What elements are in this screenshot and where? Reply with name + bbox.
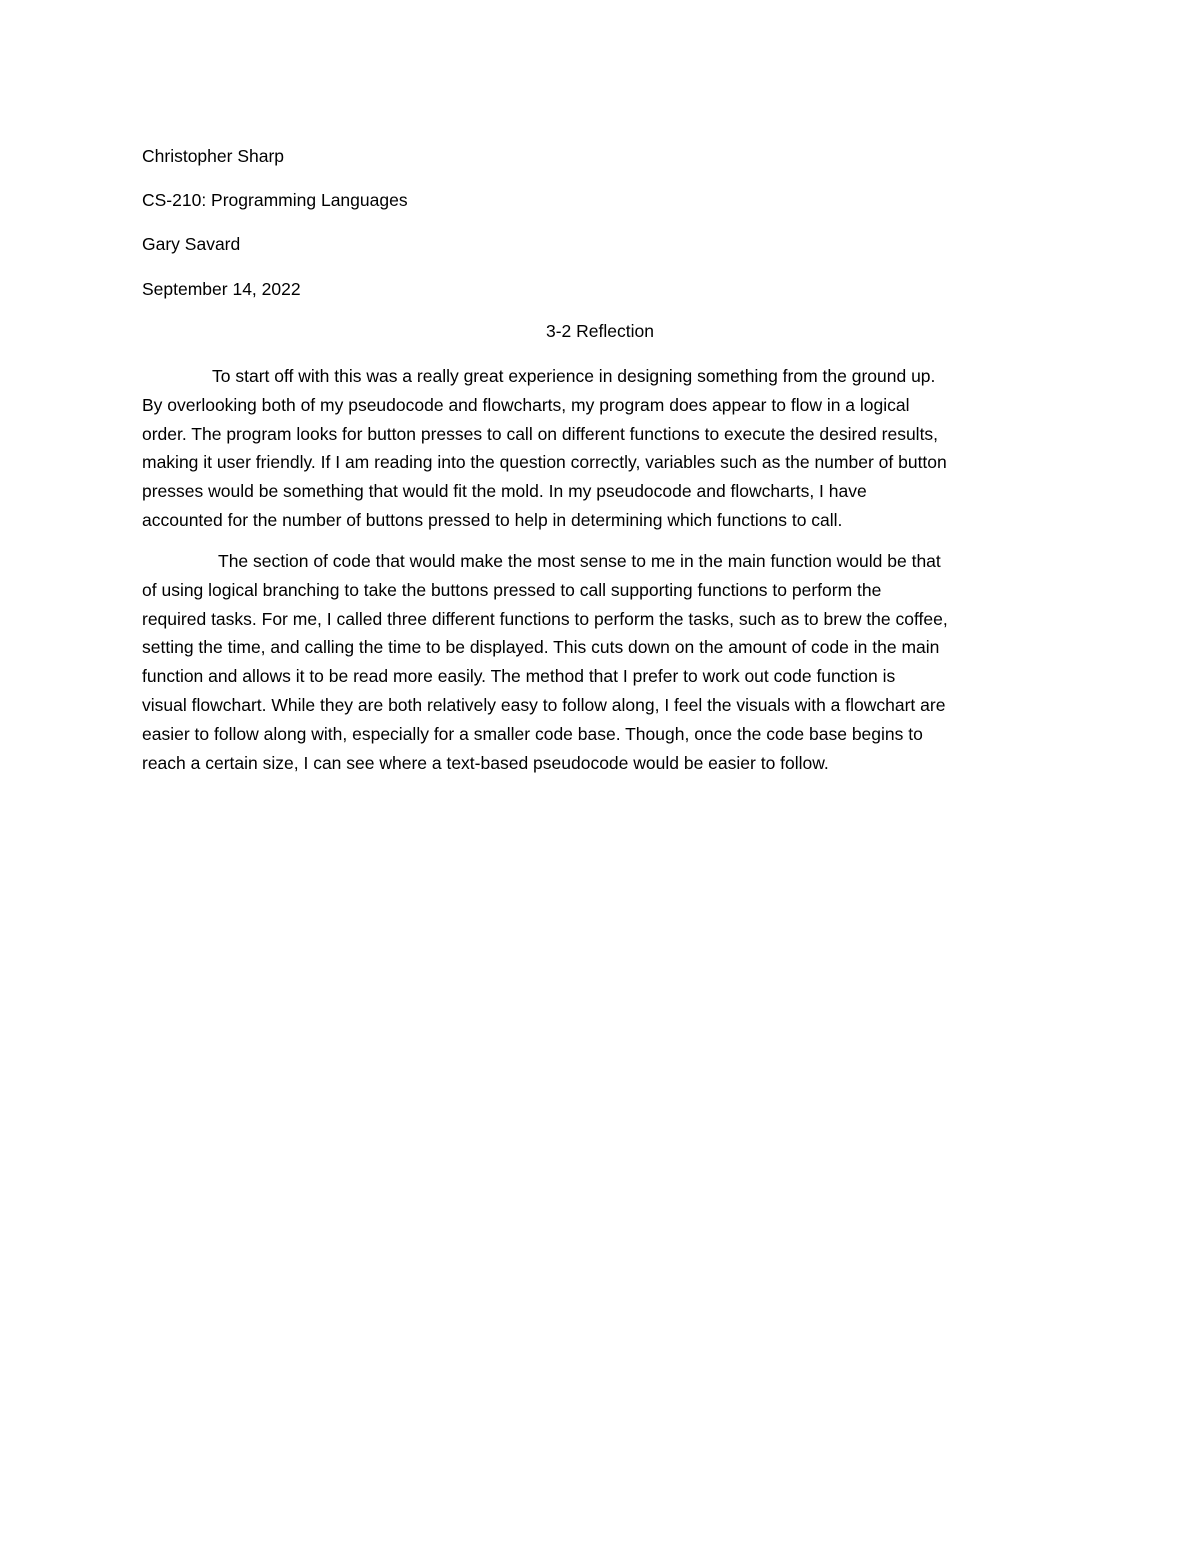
paragraph-line: By overlooking both of my pseudocode and flowcharts, my program does appear to flow in a logical <box>142 394 910 415</box>
paragraph-2 <box>142 547 1062 777</box>
paragraph-line: of using logical branching to take the buttons pressed to call supporting functions to perform the <box>142 579 882 600</box>
author-name: Christopher Sharp <box>142 146 285 166</box>
paragraph-line: accounted for the number of buttons pressed to help in determining which functions to call. <box>142 509 843 530</box>
paragraph-1 <box>142 362 1062 535</box>
paragraph-line: reach a certain size, I can see where a text-based pseudocode would be easier to follow. <box>142 752 829 773</box>
paragraph-line: visual flowchart. While they are both relatively easy to follow along, I feel the visuals with a flowchart are <box>142 694 946 715</box>
paragraph-line: To start off with this was a really great experience in designing something from the ground up. <box>212 366 936 386</box>
paragraph-line: function and allows it to be read more easily. The method that I prefer to work out code function is <box>142 666 896 687</box>
paragraph-line: making it user friendly. If I am reading into the question correctly, variables such as the number of button <box>142 452 947 473</box>
course-name: CS-210: Programming Languages <box>142 190 408 210</box>
paragraph-line: easier to follow along with, especially for a smaller code base. Though, once the code base begins to <box>142 723 923 744</box>
paragraph-line: presses would be something that would fit the mold. In my pseudocode and flowcharts, I have <box>142 481 867 502</box>
paragraph-line: order. The program looks for button presses to call on different functions to execute the desired results, <box>142 423 939 444</box>
instructor-name: Gary Savard <box>142 234 241 254</box>
paragraph-line: The section of code that would make the most sense to me in the main function would be that <box>218 551 941 571</box>
paragraph-line: setting the time, and calling the time to be displayed. This cuts down on the amount of code in the main <box>142 637 940 658</box>
document-date: September 14, 2022 <box>142 279 301 299</box>
paragraph-line: required tasks. For me, I called three different functions to perform the tasks, such as to brew the coffee, <box>142 608 948 629</box>
document-title: 3-2 Reflection <box>546 321 654 341</box>
